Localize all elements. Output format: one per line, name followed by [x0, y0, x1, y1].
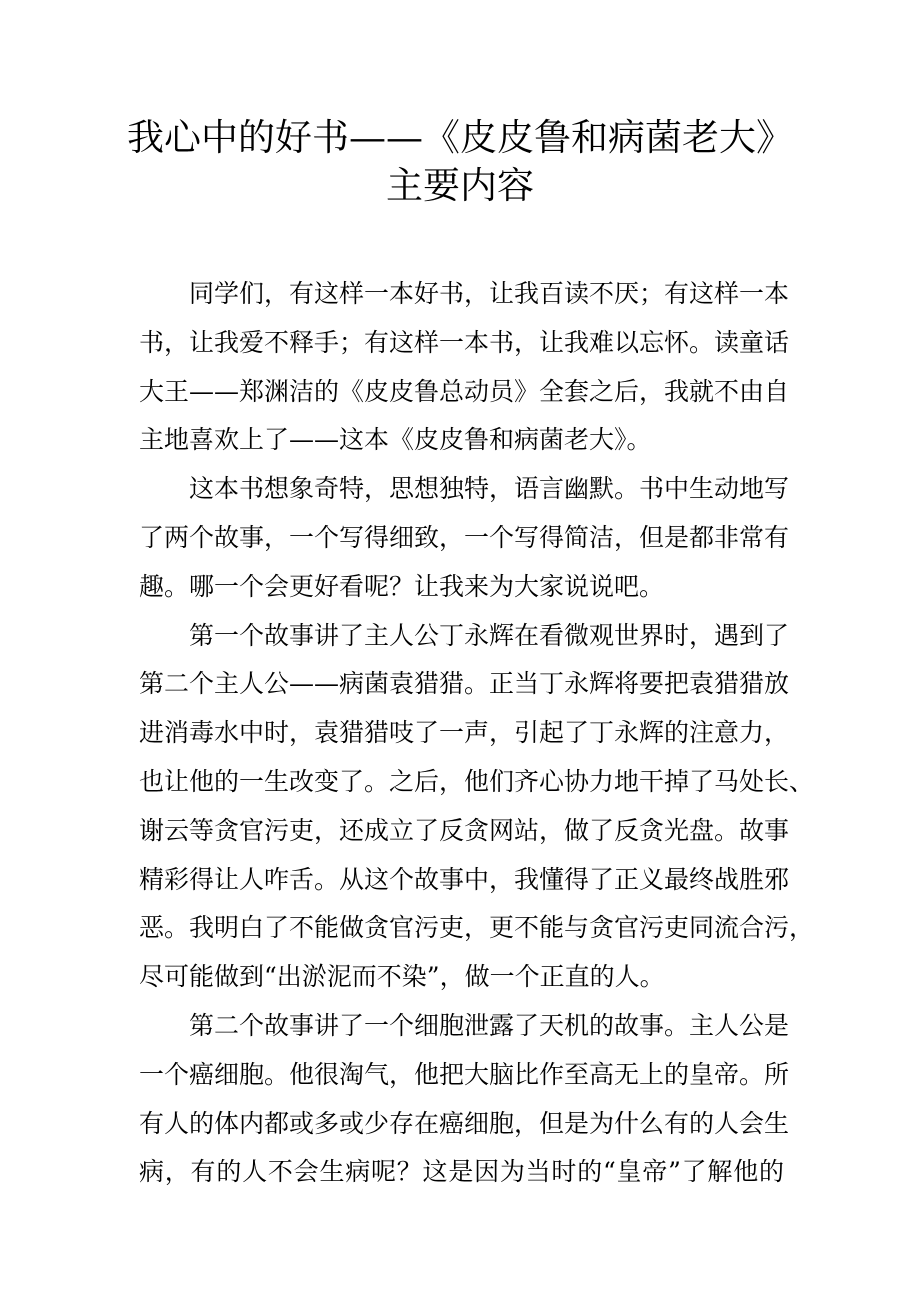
document-title-line-2: 主要内容: [386, 164, 534, 207]
text-line: 谢云等贪官污吏，还成立了反贪网站，做了反贪光盘。故事: [139, 815, 790, 845]
text-line: 有人的体内都或多或少存在癌细胞，但是为什么有的人会生: [139, 1108, 790, 1138]
text-line: 精彩得让人咋舌。从这个故事中，我懂得了正义最终战胜邪: [139, 864, 790, 894]
text-line: 病，有的人不会生病呢？这是因为当时的“皇帝”了解他的: [139, 1157, 784, 1187]
text-line: 了两个故事，一个写得细致，一个写得简洁，但是都非常有: [139, 522, 790, 552]
text-line: 进消毒水中时，袁猎猎吱了一声，引起了丁永辉的注意力，: [139, 718, 790, 748]
text-line: 大王——郑渊洁的《皮皮鲁总动员》全套之后，我就不由自: [139, 376, 790, 406]
text-line: 书，让我爱不释手；有这样一本书，让我难以忘怀。读童话: [139, 327, 790, 357]
text-line: 主地喜欢上了——这本《皮皮鲁和病菌老大》。: [139, 425, 652, 455]
document-title-line-1: 我心中的好书——《皮皮鲁和病菌老大》: [127, 116, 793, 159]
text-line: 这本书想象奇特，思想独特，语言幽默。书中生动地写: [189, 474, 790, 504]
text-line: 也让他的一生改变了。之后，他们齐心协力地干掉了马处长、: [139, 766, 815, 796]
text-line: 一个癌细胞。他很淘气，他把大脑比作至高无上的皇帝。所: [139, 1059, 790, 1089]
text-line: 同学们，有这样一本好书，让我百读不厌；有这样一本: [189, 279, 790, 308]
document-body: [139, 270, 815, 1197]
text-line: 第二个主人公——病菌袁猎猎。正当丁永辉将要把袁猎猎放: [139, 669, 790, 699]
text-line: 尽可能做到“出淤泥而不染”，做一个正直的人。: [139, 962, 665, 992]
text-line: 第二个故事讲了一个细胞泄露了天机的故事。主人公是: [189, 1010, 790, 1040]
text-line: 第一个故事讲了主人公丁永辉在看微观世界时，遇到了: [189, 620, 790, 650]
text-line: 趣。哪一个会更好看呢？让我来为大家说说吧。: [139, 571, 665, 601]
text-line: 恶。我明白了不能做贪官污吏，更不能与贪官污吏同流合污，: [139, 913, 815, 943]
